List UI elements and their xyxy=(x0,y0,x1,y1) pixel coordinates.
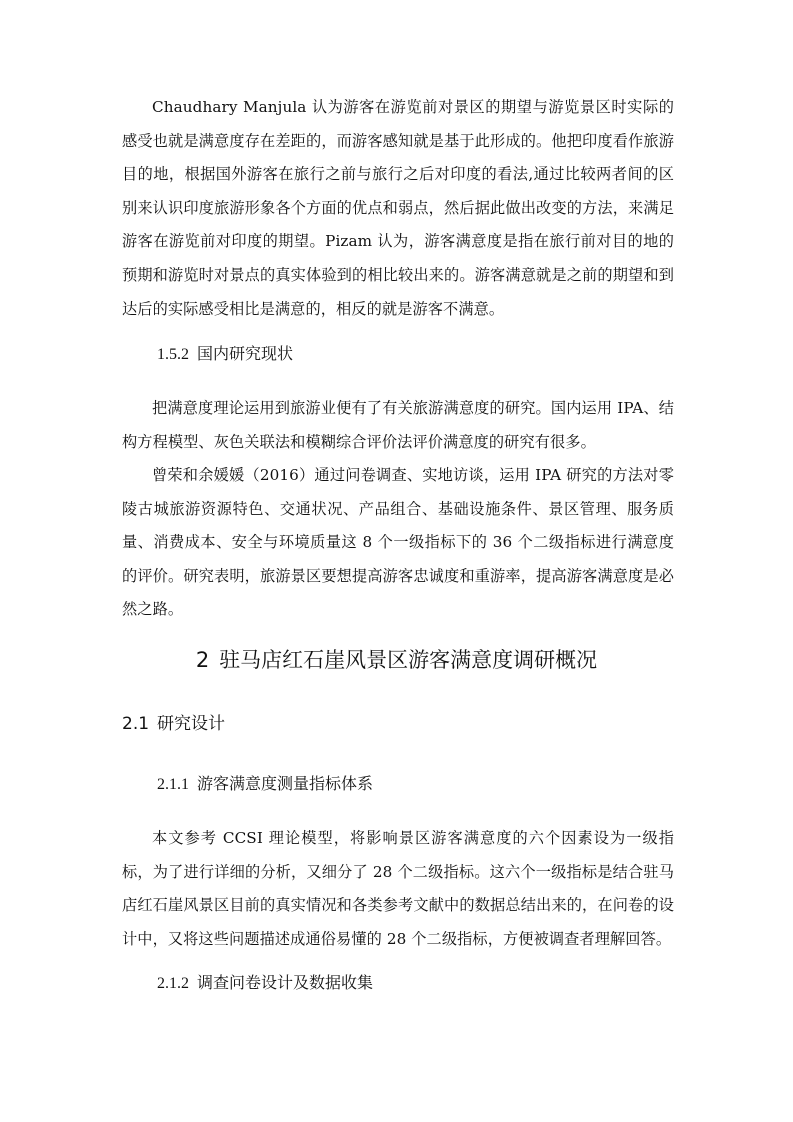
heading-text: 调查问卷设计及数据收集 xyxy=(197,973,374,992)
heading-1-5-2 xyxy=(157,342,293,367)
heading-text: 国内研究现状 xyxy=(197,344,294,363)
paragraph-foreign-research: Chaudhary Manjula 认为游客在游览前对景区的期望与游览景区时实际的感受也就是满意度存在差距的，而游客感知就是基于此形成的。他把印度看作旅游目的地，根据国外游客在旅行之前与旅行之后对印度的看法,通过比较两者间的区别来认识印度旅游形象各个方面的优点和弱点，然后据此做出改变的方法，来满足游客在游览前对印度的期望。Pizam 认为，游客满意度是指在旅行前对目的地的预期和游览时对景点的真实体验到的相比较出来的。游客满意就是之前的期望和到达后的实际感受相比是满意的，相反的就是游客不满意。 xyxy=(122,98,674,318)
heading-text: 驻马店红石崖风景区游客满意度调研概况 xyxy=(219,648,598,672)
heading-number: 1.5.2 xyxy=(157,346,189,363)
heading-2-1-2 xyxy=(157,971,373,996)
heading-text: 游客满意度测量指标体系 xyxy=(197,774,374,793)
paragraph-ccsi-model: 本文参考 CCSI 理论模型，将影响景区游客满意度的六个因素设为一级指标，为了进行详细的分析，又细分了 28 个二级指标。这六个一级指标是结合驻马店红石崖风景区目前的真实情况和各类参考文献中的数据总结出来的，在问卷的设计中，又将这些问题描述成通俗易懂的 28 个二级指标，方便被调查者理解回答。 xyxy=(122,829,674,948)
heading-2-1-1 xyxy=(157,772,373,797)
heading-number: 2.1.1 xyxy=(157,776,189,793)
heading-number: 2.1 xyxy=(122,714,150,734)
heading-text: 研究设计 xyxy=(157,714,226,734)
paragraph-zeng-yu-study: 曾荣和余媛媛（2016）通过问卷调查、实地访谈，运用 IPA 研究的方法对零陵古城旅游资源特色、交通状况、产品组合、基础设施条件、景区管理、服务质量、消费成本、安全与环境质量这 8 个一级指标下的 36 个二级指标进行满意度的评价。研究表明，旅游景区要想提高游客忠诚度和重游率，提高游客满意度是必然之路。 xyxy=(122,466,674,619)
paragraph-domestic-intro: 把满意度理论运用到旅游业便有了有关旅游满意度的研究。国内运用 IPA、结构方程模型、灰色关联法和模糊综合评价法评价满意度的研究有很多。 xyxy=(122,399,674,451)
heading-2-1 xyxy=(122,711,225,737)
heading-number: 2.1.2 xyxy=(157,975,189,992)
heading-number: 2 xyxy=(195,648,210,672)
chapter-2-title xyxy=(0,645,793,675)
